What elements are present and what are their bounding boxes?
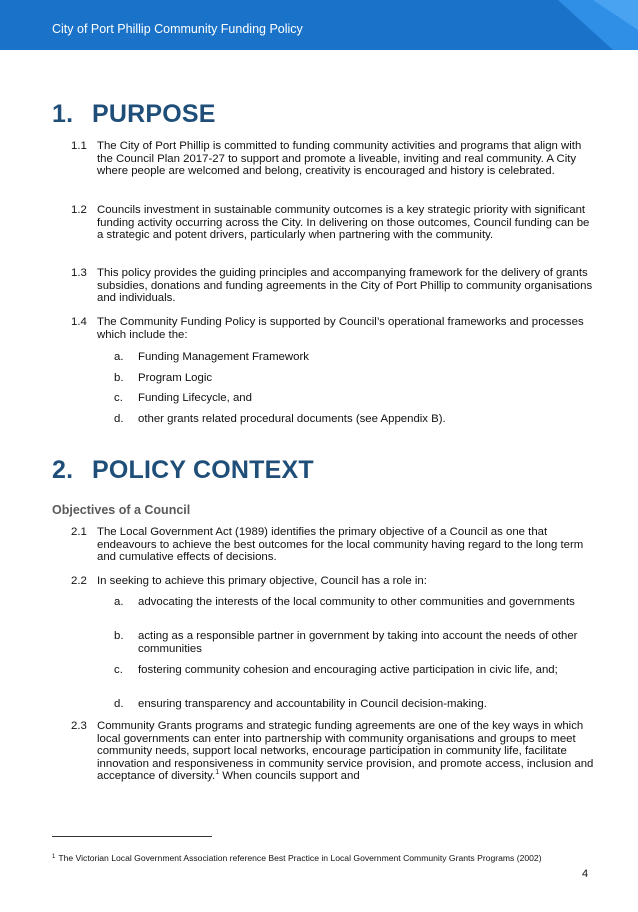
paragraph-1-2: 1.2 Councils investment in sustainable community outcomes is a key strategic priority with significant funding activity occurring across the City. In delivering on those outcomes, Council funding can be a strategic and potent drivers, particularly when partnering with the community. — [71, 204, 590, 242]
footnote-text: The Victorian Local Government Association reference Best Practice in Local Government Community Grants Programs (2002) — [58, 853, 542, 863]
page-number: 4 — [582, 868, 589, 880]
section-1-title: PURPOSE — [92, 100, 216, 128]
list-item: a. Funding Management Framework — [114, 351, 309, 363]
list-item: c. fostering community cohesion and encouraging active participation in civic life, and; — [114, 664, 558, 676]
footnote-reference[interactable]: 1 — [215, 769, 220, 777]
document-title: City of Port Phillip Community Funding Policy — [52, 22, 303, 36]
list-item: b. Program Logic — [114, 372, 213, 384]
paragraph-2-1: 2.1 The Local Government Act (1989) identifies the primary objective of a Council as one that endeavours to achieve the best outcomes for the local community having regard to the long term and cumulative effects of decisions. — [71, 526, 584, 564]
section-2-title: POLICY CONTEXT — [92, 456, 314, 484]
header-bar — [0, 0, 638, 50]
section-1-heading — [52, 100, 216, 128]
list-item: d. ensuring transparency and accountability in Council decision-making. — [114, 698, 487, 710]
footnote-divider — [52, 836, 212, 837]
list-item: d. other grants related procedural documents (see Appendix B). — [114, 413, 446, 425]
paragraph-2-2: 2.2 In seeking to achieve this primary objective, Council has a role in: — [71, 575, 427, 587]
paragraph-2-3: 2.3 Community Grants programs and strategic funding agreements are one of the key ways in which local governments can enter into partnership with community organisations and groups to meet community needs, support local networks, encourage participation in community life, facilitate innovation and responsiveness in community service provision, and promote access, inclusion and acceptance of diversity.$^1$ When councils support and — [71, 720, 594, 783]
header-decoration — [518, 0, 638, 50]
section-2-number: 2. — [52, 456, 74, 484]
paragraph-1-4: 1.4 The Community Funding Policy is supported by Council’s operational frameworks and processes which include the: — [71, 316, 584, 341]
paragraph-1-1: 1.1 The City of Port Phillip is committed to funding community activities and programs that align with the Council Plan 2017-27 to support and promote a liveable, inviting and real community. A City where people are welcomed and belong, creativity is encouraged and history is celebrated. — [71, 140, 582, 178]
footnote-mark: 1 — [52, 854, 56, 860]
footnote — [52, 852, 542, 863]
list-item: a. advocating the interests of the local community to other communities and governments — [114, 596, 575, 608]
list-item: c. Funding Lifecycle, and — [114, 392, 252, 404]
section-1-number: 1. — [52, 100, 74, 128]
paragraph-1-3: 1.3 This policy provides the guiding principles and accompanying framework for the delivery of grants subsidies, donations and funding agreements in the City of Port Phillip to community organisations and individuals. — [71, 267, 593, 305]
section-2-heading — [52, 456, 314, 484]
list-item: b. acting as a responsible partner in government by taking into account the needs of other communities — [114, 630, 578, 655]
subheading-objectives: Objectives of a Council — [52, 503, 191, 517]
